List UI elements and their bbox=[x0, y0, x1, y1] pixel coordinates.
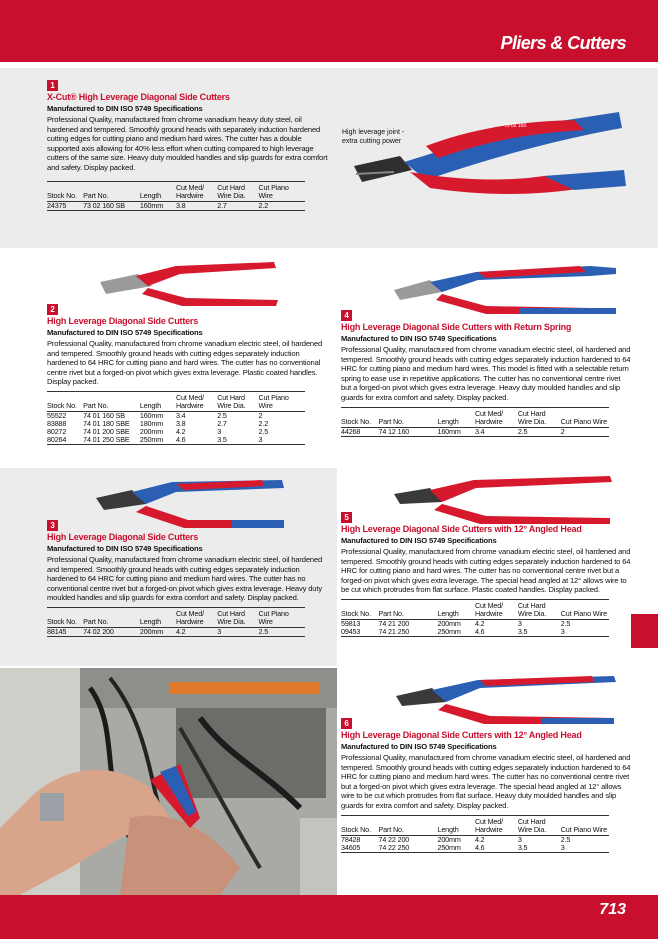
column-header: Cut Piano Wire bbox=[561, 407, 609, 427]
column-header: Cut Piano Wire bbox=[259, 391, 306, 411]
description: Professional Quality, manufactured from chrome vanadium electric steel, oil hardened and tempered. Smoothly ground heads with cutting edges separately induction hardened to 64 HRC for cutting piano and medium hard wires. This model is fitted with a selectable return spring to ease use in repetitive applications. The cutter has no conventional centre rivet but a forged-on pivot which gives extra leverage. Heavy duty moulded handles and slip guards for extra comfort and safety. Display packed. bbox=[341, 345, 631, 402]
table-cell: 3.5 bbox=[518, 628, 561, 637]
table-cell: 44268 bbox=[341, 427, 379, 436]
stock-table bbox=[47, 181, 305, 211]
item-number: 2 bbox=[47, 304, 58, 315]
table-cell: 160mm bbox=[437, 427, 475, 436]
column-header: Cut Piano Wire bbox=[259, 607, 306, 627]
page-header bbox=[0, 0, 658, 62]
description: Professional Quality, manufactured from chrome vanadium electric steel, oil hardened and tempered. Smoothly ground heads with cutting edges separately induction hardened to 64 HRC for cutting piano and medium hard wires. The cutter has no conventional centre rivet but a forged-on pivot which gives extra leverage. Heavy duty moulded handles and slip guards for extra comfort and safety. Display packed. bbox=[47, 555, 323, 603]
table-cell: 2.5 bbox=[217, 410, 227, 420]
table-cell: 74 22 250 bbox=[379, 844, 438, 853]
column-header: Cut Piano Wire bbox=[561, 599, 609, 619]
stock-table bbox=[341, 815, 609, 853]
section-title: High Leverage Diagonal Side Cutters with 12° Angled Head bbox=[341, 524, 582, 534]
description: Professional Quality, manufactured from chrome vanadium electric steel, oil hardened and tempered. Smoothly ground heads with cutting edges separately induction hardened to 64 HRC for cutting piano and hard wires. The cutter has no conventional centre rivet but a forged-on pivot which gives extra leverage. The special head angled at 12° allows wire to be cut which protrudes from flat surface. Plastic coated handles. Display packed. bbox=[341, 547, 631, 595]
column-header: Cut Med/ Hardwire bbox=[475, 815, 518, 835]
table-row bbox=[47, 201, 305, 210]
section-title: High Leverage Diagonal Side Cutters bbox=[47, 532, 199, 542]
table-cell: 74 01 160 SB bbox=[83, 410, 125, 420]
column-header: Part No. bbox=[83, 391, 140, 411]
table-cell: 2.7 bbox=[217, 418, 227, 428]
table-cell: 74 21 250 bbox=[379, 628, 438, 637]
table-cell: 74 22 200 bbox=[378, 834, 410, 844]
description: Professional Quality, manufactured from chrome vanadium electric steel, oil hardened and tempered. Smoothly ground heads with cutting edges separately induction hardened to 64 HRC for cutting piano and medium hard wires. The cutter has no conventional centre rivet but a forged-on pivot which gives extra leverage. The special head angled at 12° allows wire to be cut which protrudes from flat surface. Heavy duty moulded handles and slip guards for extra comfort and safety. Display packed. bbox=[341, 753, 631, 810]
spec-line: Manufactured to DIN ISO 5749 Specifications bbox=[341, 742, 497, 751]
table-cell: 2.5 bbox=[518, 427, 561, 436]
table-cell: 09453 bbox=[341, 628, 379, 637]
column-header: Stock No. bbox=[341, 815, 379, 835]
table-row bbox=[341, 628, 609, 637]
section-tab-marker bbox=[631, 614, 658, 648]
column-header: Cut Hard Wire Dia. bbox=[217, 391, 258, 411]
column-header: Length bbox=[140, 391, 176, 411]
table-cell: 74 21 200 bbox=[378, 618, 410, 628]
table-cell: 4.6 bbox=[176, 436, 217, 445]
callout-text: High leverage joint - extra cutting power bbox=[342, 129, 405, 145]
pliers-image-1 bbox=[334, 100, 634, 212]
table-cell: 4.6 bbox=[475, 628, 518, 637]
table-cell: 4.2 bbox=[175, 426, 186, 436]
item-number: 4 bbox=[341, 310, 352, 321]
column-header: Length bbox=[140, 607, 176, 627]
table-cell: 250mm bbox=[437, 628, 475, 637]
column-header: Cut Hard Wire Dia. bbox=[518, 815, 561, 835]
stock-table bbox=[341, 599, 609, 637]
table-cell: 3.4 bbox=[175, 410, 186, 420]
table-cell: 160mm bbox=[139, 410, 164, 420]
item-number: 5 bbox=[341, 512, 352, 523]
section-5 bbox=[341, 512, 631, 637]
section-title: High Leverage Diagonal Side Cutters with Return Spring bbox=[341, 322, 572, 332]
column-header: Stock No. bbox=[341, 599, 379, 619]
table-cell: 74 12 160 bbox=[379, 427, 438, 436]
table-row bbox=[47, 436, 305, 445]
table-cell: 2 bbox=[561, 427, 609, 436]
column-header: Cut Med/ Hardwire bbox=[176, 607, 217, 627]
table-cell: 3.5 bbox=[518, 844, 561, 853]
table-cell: 200mm bbox=[437, 834, 461, 844]
table-cell: 3 bbox=[217, 627, 258, 636]
column-header: Stock No. bbox=[47, 181, 83, 201]
stock-table bbox=[47, 607, 305, 637]
page-footer bbox=[0, 895, 658, 939]
table-cell: 3.8 bbox=[175, 418, 186, 428]
table-cell: 59813 bbox=[341, 618, 361, 628]
section-4 bbox=[341, 310, 631, 437]
column-header: Cut Med/ Hardwire bbox=[475, 599, 518, 619]
table-cell: 3 bbox=[561, 628, 609, 637]
column-header: Stock No. bbox=[47, 391, 83, 411]
column-header: Cut Hard Wire Dia. bbox=[518, 407, 561, 427]
column-header: Cut Piano Wire bbox=[561, 815, 609, 835]
column-header: Length bbox=[437, 815, 475, 835]
table-cell: 4.2 bbox=[474, 834, 485, 844]
column-header: Stock No. bbox=[341, 407, 379, 427]
table-cell: 88145 bbox=[47, 627, 83, 636]
table-cell: 74 01 200 SBE bbox=[83, 426, 130, 436]
table-cell: 3 bbox=[259, 436, 306, 445]
table-cell: 3 bbox=[561, 844, 609, 853]
table-cell: 2.5 bbox=[259, 627, 306, 636]
table-cell: 80272 bbox=[47, 426, 67, 436]
item-number: 1 bbox=[47, 80, 58, 91]
column-header: Part No. bbox=[379, 599, 438, 619]
table-cell: 34605 bbox=[341, 844, 379, 853]
column-header: Part No. bbox=[379, 815, 438, 835]
table-cell: 74 02 200 bbox=[83, 627, 140, 636]
stock-table bbox=[341, 407, 609, 437]
column-header: Part No. bbox=[379, 407, 438, 427]
table-cell: 3.5 bbox=[217, 436, 258, 445]
item-number: 3 bbox=[47, 520, 58, 531]
svg-text:73 02 160: 73 02 160 bbox=[504, 123, 527, 129]
column-header: Cut Med/ Hardwire bbox=[176, 181, 217, 201]
table-cell: 3 bbox=[217, 426, 222, 436]
item-number: 6 bbox=[341, 718, 352, 729]
table-cell: 73 02 160 SB bbox=[83, 201, 140, 210]
description: Professional Quality, manufactured from chrome vanadium electric steel, oil hardened and tempered. Smoothly ground heads with cutting edges separately induction hardened to 64 HRC for cutting piano and hard wires. The cutter has no conventional centre rivet but a forged-on pivot which gives extra leverage. Plastic coated handles. Display packed. bbox=[47, 339, 323, 387]
table-cell: 2.2 bbox=[259, 201, 306, 210]
column-header: Part No. bbox=[83, 181, 140, 201]
page-title: Pliers & Cutters bbox=[500, 33, 626, 53]
table-cell: 2.7 bbox=[217, 201, 258, 210]
section-3 bbox=[47, 520, 329, 637]
column-header: Cut Piano Wire bbox=[259, 181, 306, 201]
stock-table bbox=[47, 391, 305, 445]
table-cell: 2.5 bbox=[560, 618, 571, 628]
column-header: Cut Hard Wire Dia. bbox=[217, 607, 258, 627]
table-cell: 3.4 bbox=[475, 427, 518, 436]
table-row bbox=[341, 844, 609, 853]
table-cell: 200mm bbox=[437, 618, 461, 628]
table-cell: 78428 bbox=[341, 834, 361, 844]
table-cell: 55522 bbox=[47, 410, 67, 420]
table-cell: 3.8 bbox=[176, 201, 217, 210]
table-cell: 3 bbox=[517, 618, 522, 628]
table-cell: 80264 bbox=[47, 436, 83, 445]
table-cell: 4.2 bbox=[474, 618, 485, 628]
table-cell: 4.2 bbox=[176, 627, 217, 636]
table-cell: 3 bbox=[517, 834, 522, 844]
column-header: Cut Hard Wire Dia. bbox=[217, 181, 258, 201]
page-number: 713 bbox=[599, 901, 626, 918]
section-title: X-Cut® High Leverage Diagonal Side Cutters bbox=[47, 92, 230, 102]
section-1 bbox=[47, 80, 329, 211]
spec-line: Manufactured to DIN ISO 5749 Specifications bbox=[47, 328, 203, 337]
column-header: Length bbox=[140, 181, 176, 201]
spec-line: Manufactured to DIN ISO 5749 Specifications bbox=[341, 334, 497, 343]
column-header: Length bbox=[437, 599, 475, 619]
table-row bbox=[47, 627, 305, 636]
column-header: Length bbox=[437, 407, 475, 427]
column-header: Cut Med/ Hardwire bbox=[176, 391, 217, 411]
table-cell: 74 01 250 SBE bbox=[83, 436, 140, 445]
table-cell: 200mm bbox=[140, 627, 176, 636]
section-title: High Leverage Diagonal Side Cutters with 12° Angled Head bbox=[341, 730, 582, 740]
section-6 bbox=[341, 718, 631, 853]
table-row bbox=[341, 427, 609, 436]
table-cell: 2.5 bbox=[560, 834, 571, 844]
column-header: Cut Hard Wire Dia. bbox=[518, 599, 561, 619]
table-cell: 24375 bbox=[47, 201, 83, 210]
table-cell: 180mm bbox=[139, 418, 164, 428]
table-cell: 250mm bbox=[140, 436, 176, 445]
table-cell: 2.2 bbox=[258, 418, 269, 428]
section-title: High Leverage Diagonal Side Cutters bbox=[47, 316, 199, 326]
table-cell: 4.6 bbox=[475, 844, 518, 853]
table-cell: 250mm bbox=[437, 844, 475, 853]
table-cell: 2.5 bbox=[258, 426, 269, 436]
section-2 bbox=[47, 304, 329, 445]
spec-line: Manufactured to DIN ISO 5749 Specifications bbox=[47, 104, 203, 113]
column-header: Stock No. bbox=[47, 607, 83, 627]
column-header: Cut Med/ Hardwire bbox=[475, 407, 518, 427]
column-header: Part No. bbox=[83, 607, 140, 627]
table-cell: 160mm bbox=[140, 201, 176, 210]
spec-line: Manufactured to DIN ISO 5749 Specifications bbox=[47, 544, 203, 553]
description: Professional Quality, manufactured from chrome vanadium heavy duty steel, oil hardened and tempered. Smoothly ground heads with separately induction hardened cutting edges for cutting piano and medium hard wires. The cutter has a double supported axis allowing for 40% less effort when cutting compared to high leverage cutters of the same size. Heavy duty moulded handles and slip guards for extra comfort and safety. Display packed. bbox=[47, 115, 328, 172]
table-cell: 2 bbox=[258, 410, 263, 420]
spec-line: Manufactured to DIN ISO 5749 Specifications bbox=[341, 536, 497, 545]
table-cell: 74 01 180 SBE bbox=[83, 418, 130, 428]
workshop-photo bbox=[0, 668, 337, 895]
table-cell: 83888 bbox=[47, 418, 67, 428]
table-cell: 200mm bbox=[139, 426, 164, 436]
